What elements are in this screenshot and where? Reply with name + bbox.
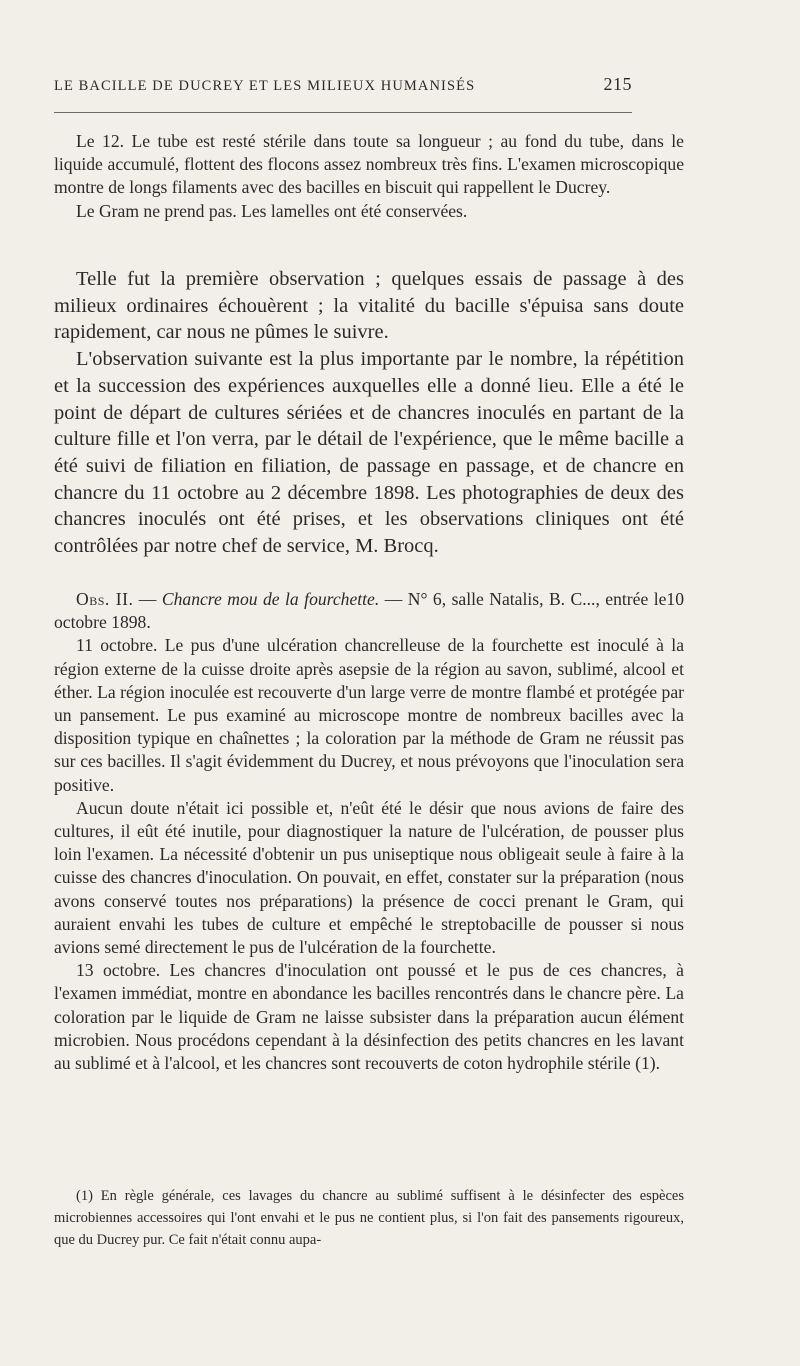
note-paragraph: Le 12. Le tube est resté stérile dans toute sa longueur ; au fond du tube, dans le liquide accumulé, flottent des flocons assez nombreux très fins. L'examen microscopique montre de longs filaments avec des bacilles en biscuit qui rappellent le Ducrey. xyxy=(54,131,684,198)
observation-dash: — xyxy=(133,589,162,609)
observation-paragraph: 11 octobre. Le pus d'une ulcération chancrelleuse de la fourchette est inoculé à la région externe de la cuisse droite après asepsie de la région au savon, sublimé, alcool et éther. La région inoculée est recouverte d'un large verre de montre flambé et protégée par un pansement. Le pus examiné au microscope montre de nombreux bacilles avec la disposition typique en chaînettes ; la coloration par la méthode de Gram ne réussit pas sur ces bacilles. Il s'agit évidemment du Ducrey, et nous prévoyons que l'inoculation sera positive. xyxy=(54,635,684,795)
header-rule xyxy=(54,112,632,113)
running-title: LE BACILLE DE DUCREY ET LES MILIEUX HUMANISÉS xyxy=(54,78,476,94)
footnote-text: (1) En règle générale, ces lavages du chancre au sublimé suffisent à le désinfecter des espèces microbiennes accessoires qui l'ont envahi et le pus ne contient plus, si l'on fait des pansements rigoureux, que du Ducrey pur. Ce fait n'était connu aupa- xyxy=(54,1188,684,1248)
body-paragraph: Telle fut la première observation ; quelques essais de passage à des milieux ordinaires échouèrent ; la vitalité du bacille s'épuisa sans doute rapidement, car nous ne pûmes le suivre. xyxy=(54,268,684,344)
observation-heading xyxy=(54,588,684,634)
observation-paragraph: Aucun doute n'était ici possible et, n'eût été le désir que nous avions de faire des cultures, il eût été inutile, pour diagnostiquer la nature de l'ulcération, de pousser plus loin l'examen. La nécessité d'obtenir un pus uniseptique nous obligeait seule à faire à la cuisse des chancres d'inoculation. On pouvait, en effet, constater sur la préparation (nous avons conservé toutes nos préparations) la présence de cocci prenant le Gram, qui auraient envahi les tubes de culture et empêché le streptobacille de pousser si nous avions semé directement le pus de l'ulcération de la fourchette. xyxy=(54,797,684,958)
observation-title: Chancre mou de la fourchette. xyxy=(161,589,380,609)
note-paragraph: Le Gram ne prend pas. Les lamelles ont été conservées. xyxy=(76,200,468,221)
main-text xyxy=(54,266,684,560)
page-number: 215 xyxy=(603,74,632,94)
footnote xyxy=(54,1185,684,1251)
observation-label: Obs. II. xyxy=(76,589,134,609)
running-header xyxy=(54,74,632,95)
observation-block xyxy=(54,588,684,1075)
notes-block xyxy=(54,130,684,223)
observation-details: — N° 6, salle Natalis, B. C..., entrée le10 octobre 1898. xyxy=(54,589,685,633)
observation-paragraph: 13 octobre. Les chancres d'inoculation ont poussé et le pus de ces chancres, à l'examen immédiat, montre en abondance les bacilles rencontrés dans le chancre père. La coloration par le liquide de Gram ne laisse subsister dans la préparation aucun élément microbien. Nous procédons cependant à la désinfection des petits chancres en les lavant au sublimé et à l'alcool, et les chancres sont recouverts de coton hydrophile stérile (1). xyxy=(54,960,684,1074)
body-paragraph: L'observation suivante est la plus importante par le nombre, la répétition et la succession des expériences auxquelles elle a donné lieu. Elle a été le point de départ de cultures sériées et de chancres inoculés en partant de la culture fille et l'on verra, par le détail de l'expérience, que le même bacille a été suivi de filiation en filiation, de passage en passage, et de chancre en chancre du 11 octobre au 2 décembre 1898. Les photographies de deux des chancres inoculés ont été prises, et les observations cliniques ont été contrôlées par notre chef de service, M. Brocq. xyxy=(54,348,684,558)
